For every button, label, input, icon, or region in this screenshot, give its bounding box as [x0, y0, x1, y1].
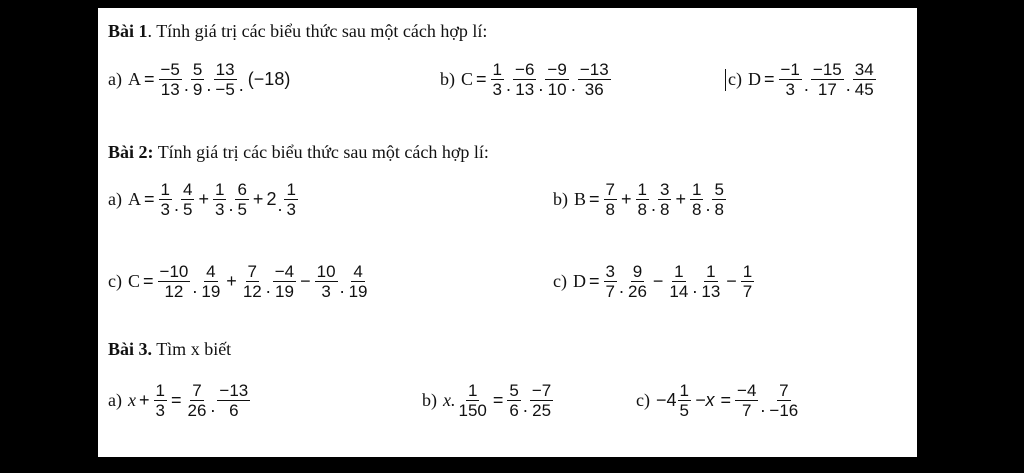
- plus-sign: +: [198, 189, 209, 209]
- numerator: 1: [742, 262, 753, 281]
- fraction: [811, 60, 844, 99]
- problem-label: a): [108, 390, 122, 410]
- equals-sign: =: [143, 69, 155, 89]
- section-2-heading: [108, 141, 489, 163]
- multiply-dot: .: [210, 396, 216, 416]
- numerator: 1: [214, 180, 225, 199]
- fraction: [185, 381, 208, 420]
- multiply-dot: .: [760, 396, 766, 416]
- fraction: [154, 381, 167, 420]
- denominator: 36: [584, 80, 604, 99]
- numerator: 1: [160, 180, 170, 199]
- multiply-dot: .: [803, 75, 809, 95]
- fraction: [217, 381, 250, 420]
- numerator: 7: [192, 381, 202, 400]
- problem-label: b): [553, 189, 568, 209]
- problem-3b: [422, 381, 554, 420]
- denominator: 8: [660, 200, 670, 219]
- problem-2d: [553, 262, 755, 301]
- fraction: [741, 262, 754, 301]
- numerator: −4: [737, 381, 757, 400]
- variable: A: [127, 189, 141, 209]
- fraction: [658, 180, 671, 219]
- minus-sign: −: [726, 271, 737, 291]
- numerator: 5: [714, 180, 724, 199]
- equals-sign: =: [170, 390, 182, 410]
- multiply-dot: .: [650, 195, 656, 215]
- section-1-heading: [108, 20, 487, 42]
- denominator: −16: [769, 401, 799, 420]
- multiply-dot: .: [339, 277, 345, 297]
- numerator: 1: [706, 262, 716, 281]
- fraction: [158, 262, 191, 301]
- problem-label: a): [108, 189, 122, 209]
- plus-sign: +: [675, 189, 686, 209]
- fraction: [712, 180, 725, 219]
- denominator: 8: [637, 200, 647, 219]
- fraction: [213, 60, 236, 99]
- multiply-dot: .: [173, 195, 179, 215]
- multiply-dot: .: [183, 75, 189, 95]
- denominator: 3: [160, 200, 170, 219]
- denominator: 13: [515, 80, 535, 99]
- fraction: [604, 262, 617, 301]
- fraction: [636, 180, 649, 219]
- fraction: [530, 381, 553, 420]
- variable-x: x: [127, 390, 136, 410]
- numerator: −4: [274, 262, 295, 281]
- multiply-dot: .: [845, 75, 851, 95]
- numerator: −5: [160, 60, 180, 79]
- multiply-dot: .: [506, 75, 512, 95]
- numerator: 3: [605, 262, 615, 281]
- multiply-dot: .: [522, 396, 528, 416]
- fraction: [199, 262, 222, 301]
- denominator: 5: [182, 200, 193, 219]
- plus-sign: +: [138, 390, 150, 410]
- equals-sign: =: [492, 390, 504, 410]
- denominator: 13: [160, 80, 180, 99]
- mixed-number: [656, 381, 692, 420]
- denominator: 13: [701, 282, 721, 301]
- fraction: [578, 60, 611, 99]
- equals-sign: =: [476, 69, 487, 89]
- multiply-dot: .: [238, 75, 244, 95]
- numerator: 3: [660, 180, 670, 199]
- denominator: 45: [854, 80, 874, 99]
- numerator: 1: [679, 381, 689, 400]
- numerator: −9: [547, 60, 567, 79]
- denominator: 19: [348, 282, 368, 301]
- denominator: 3: [321, 282, 331, 301]
- multiply-dot: .: [618, 277, 624, 297]
- multiply-dot: .: [692, 277, 698, 297]
- plus-sign: +: [226, 271, 237, 291]
- section-3-text: Tìm x biết: [152, 339, 232, 359]
- problem-label: c): [553, 271, 567, 291]
- section-3-heading: [108, 338, 231, 360]
- problem-2c: [108, 262, 371, 301]
- variable: D: [572, 271, 586, 291]
- fraction: [235, 180, 248, 219]
- fraction: [513, 60, 536, 99]
- denominator: 6: [229, 401, 239, 420]
- problem-3c: [636, 381, 801, 420]
- fraction: [507, 381, 520, 420]
- numerator: −6: [515, 60, 535, 79]
- numerator: 1: [637, 180, 647, 199]
- equals-sign: =: [589, 189, 600, 209]
- problem-1c: [725, 60, 877, 99]
- numerator: 7: [247, 262, 257, 281]
- numerator: 10: [316, 262, 336, 281]
- denominator: 10: [547, 80, 567, 99]
- denominator: 25: [532, 401, 552, 420]
- fraction: [604, 180, 617, 219]
- denominator: 9: [192, 80, 203, 99]
- fraction: [159, 60, 182, 99]
- denominator: 3: [214, 200, 225, 219]
- problem-label: c): [108, 271, 122, 291]
- numerator: 7: [779, 381, 789, 400]
- equals-sign: =: [588, 271, 600, 291]
- fraction: [545, 60, 568, 99]
- problem-1a: [108, 60, 293, 99]
- fraction: [181, 180, 194, 219]
- denominator: 7: [742, 282, 753, 301]
- numerator: 4: [353, 262, 363, 281]
- numerator: 34: [854, 60, 874, 79]
- numerator: 9: [632, 262, 643, 281]
- problem-3a: [108, 381, 251, 420]
- fraction: [273, 262, 296, 301]
- fraction: [853, 60, 876, 99]
- section-1-text: . Tính giá trị các biểu thức sau một cách hợp lí:: [147, 21, 488, 41]
- fraction: [678, 381, 691, 420]
- factor: (−18): [247, 69, 291, 89]
- numerator: 5: [192, 60, 203, 79]
- equals-sign: =: [143, 189, 155, 209]
- numerator: −13: [219, 381, 249, 400]
- denominator: 26: [627, 282, 647, 301]
- numerator: −13: [579, 60, 609, 79]
- fraction: [767, 381, 800, 420]
- multiply-dot: .: [538, 75, 544, 95]
- equals-sign: =: [720, 390, 732, 410]
- fraction: [699, 262, 722, 301]
- fraction: [284, 180, 297, 219]
- fraction: [191, 60, 204, 99]
- numerator: 4: [206, 262, 216, 281]
- multiply-dot: .: [192, 277, 198, 297]
- denominator: 8: [691, 200, 702, 219]
- document-page: [98, 8, 917, 457]
- denominator: 17: [817, 80, 837, 99]
- denominator: 5: [679, 401, 689, 420]
- minus-sign: −: [300, 271, 311, 291]
- numerator: 5: [509, 381, 519, 400]
- multiply-dot: .: [277, 195, 283, 215]
- fraction: [457, 381, 489, 420]
- fraction: [315, 262, 338, 301]
- numerator: −15: [812, 60, 842, 79]
- equals-sign: =: [143, 271, 154, 291]
- denominator: 8: [605, 200, 615, 219]
- section-3-title: Bài 3.: [108, 339, 153, 359]
- fraction: [667, 262, 690, 301]
- denominator: 5: [237, 200, 247, 219]
- problem-label: c): [636, 390, 650, 410]
- denominator: 19: [201, 282, 221, 301]
- section-2-title: Bài 2:: [108, 142, 154, 162]
- numerator: 13: [215, 60, 235, 79]
- minus-sign: −: [652, 271, 664, 291]
- denominator: 3: [155, 401, 165, 420]
- minus-x: −x: [694, 390, 715, 410]
- problem-label: b): [422, 390, 437, 410]
- numerator: 7: [605, 180, 615, 199]
- denominator: 14: [669, 282, 689, 301]
- variable: A: [127, 69, 141, 89]
- numerator: 1: [691, 180, 702, 199]
- multiply-dot: .: [206, 75, 212, 95]
- multiply-dot: .: [570, 75, 576, 95]
- fraction: [213, 180, 226, 219]
- numerator: 1: [467, 381, 478, 400]
- numerator: −10: [159, 262, 189, 281]
- whole-part: −4: [655, 390, 677, 410]
- section-2-text: Tính giá trị các biểu thức sau một cách hợp lí:: [153, 142, 489, 162]
- numerator: −7: [531, 381, 552, 400]
- numerator: 4: [182, 180, 193, 199]
- coefficient: 2: [266, 189, 277, 209]
- fraction: [779, 60, 802, 99]
- denominator: 150: [458, 401, 487, 420]
- plus-sign: +: [621, 189, 632, 209]
- numerator: 6: [237, 180, 247, 199]
- multiply-dot: .: [705, 195, 711, 215]
- denominator: 26: [187, 401, 207, 420]
- fraction: [735, 381, 758, 420]
- numerator: 1: [674, 262, 684, 281]
- fraction: [241, 262, 264, 301]
- denominator: 3: [492, 80, 502, 99]
- denominator: 7: [741, 401, 752, 420]
- problem-2b: [553, 180, 727, 219]
- variable: C: [127, 271, 140, 291]
- denominator: 7: [605, 282, 615, 301]
- multiply-dot: .: [228, 195, 234, 215]
- text-cursor: [725, 69, 726, 91]
- variable-x: x.: [443, 390, 456, 410]
- fraction: [491, 60, 504, 99]
- problem-label: b): [440, 69, 455, 89]
- numerator: 1: [155, 381, 165, 400]
- variable: B: [574, 189, 587, 209]
- denominator: 8: [714, 200, 724, 219]
- numerator: −1: [780, 60, 800, 79]
- fraction: [626, 262, 649, 301]
- plus-sign: +: [252, 189, 264, 209]
- variable: C: [461, 69, 474, 89]
- denominator: 3: [785, 80, 795, 99]
- denominator: 12: [242, 282, 262, 301]
- fraction: [347, 262, 370, 301]
- problem-2a: [108, 180, 299, 219]
- denominator: 6: [509, 401, 519, 420]
- numerator: 1: [492, 60, 502, 79]
- fraction: [159, 180, 172, 219]
- problem-label: a): [108, 69, 122, 89]
- multiply-dot: .: [265, 277, 271, 297]
- variable: D: [747, 69, 761, 89]
- problem-label: c): [728, 69, 742, 89]
- denominator: 12: [164, 282, 184, 301]
- problem-1b: [440, 60, 612, 99]
- denominator: 19: [274, 282, 294, 301]
- equals-sign: =: [763, 69, 775, 89]
- numerator: 1: [286, 180, 296, 199]
- denominator: −5: [215, 80, 235, 99]
- fraction: [690, 180, 703, 219]
- section-1-title: Bài 1: [108, 21, 148, 41]
- denominator: 3: [286, 200, 296, 219]
